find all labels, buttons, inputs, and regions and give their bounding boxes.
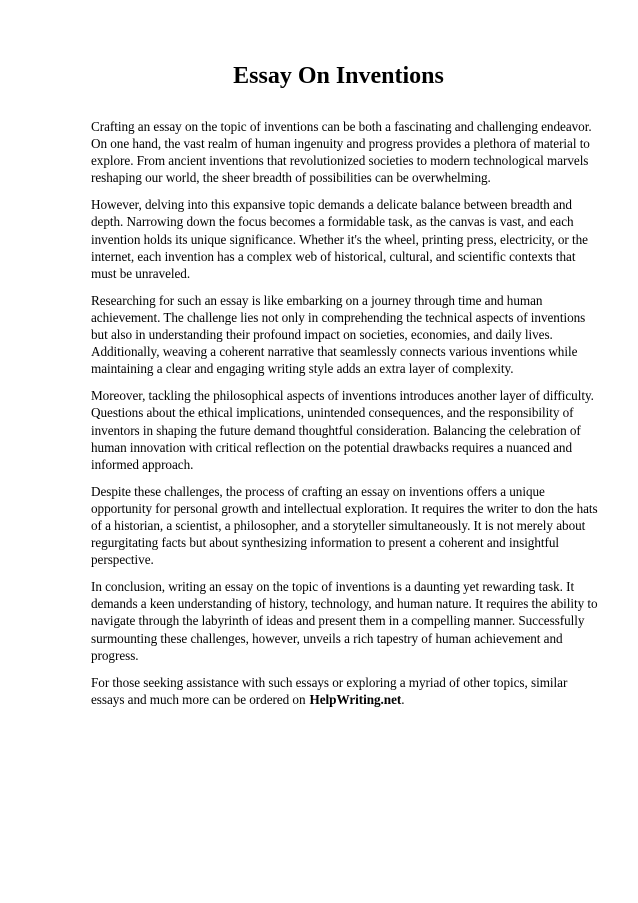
paragraph-2: However, delving into this expansive topic demands a delicate balance between breadth and depth. Narrowing down the focus becomes a formidable task, as the canvas is vast, and each invention holds its unique significance. Whether it's the wheel, printing press, electricity, or the internet, each invention has a complex web of historical, cultural, and scientific contexts that must be unraveled. [91, 197, 588, 281]
page-title: Essay On Inventions [233, 63, 444, 89]
closing-paragraph [91, 674, 598, 708]
paragraph-5: Despite these challenges, the process of crafting an essay on inventions offers a unique opportunity for personal growth and intellectual exploration. It requires the writer to don the hats of a historian, a scientist, a philosopher, and a storyteller simultaneously. It is not merely about regurgitating facts but about synthesizing information to present a coherent and insightful perspective. [91, 483, 598, 568]
paragraph-6: In conclusion, writing an essay on the topic of inventions is a daunting yet rewarding task. It demands a keen understanding of history, technology, and human nature. It requires the ability to navigate through the labyrinth of ideas and present them in a compelling manner. Successfully surmounting these challenges, however, unveils a rich tapestry of human achievement and progress. [91, 579, 598, 663]
helpwriting-link[interactable]: HelpWriting.net [309, 691, 402, 707]
closing-text: For those seeking assistance with such essays or exploring a myriad of other topics, similar essays and much more can be ordered on [91, 674, 568, 707]
paragraph-3: Researching for such an essay is like embarking on a journey through time and human achievement. The challenge lies not only in comprehending the technical aspects of inventions but also in understanding their profound impact on societies, economies, and daily lives. Additionally, weaving a coherent narrative that seamlessly connects various inventions while maintaining a clear and engaging writing style adds an extra layer of complexity. [91, 292, 586, 377]
closing-period: . [401, 691, 405, 707]
paragraph-4: Moreover, tackling the philosophical aspects of inventions introduces another layer of difficulty. Questions about the ethical implications, unintended consequences, and the responsibility of inventors in shaping the future demand thoughtful consideration. Balancing the celebration of human innovation with critical reflection on the potential drawbacks requires a nuanced and informed approach. [91, 388, 594, 472]
paragraph-1: Crafting an essay on the topic of inventions can be both a fascinating and challenging endeavor. On one hand, the vast realm of human ingenuity and progress provides a plethora of material to explore. From ancient inventions that revolutionized societies to modern technological marvels reshaping our world, the sheer breadth of possibilities can be overwhelming. [91, 119, 592, 186]
